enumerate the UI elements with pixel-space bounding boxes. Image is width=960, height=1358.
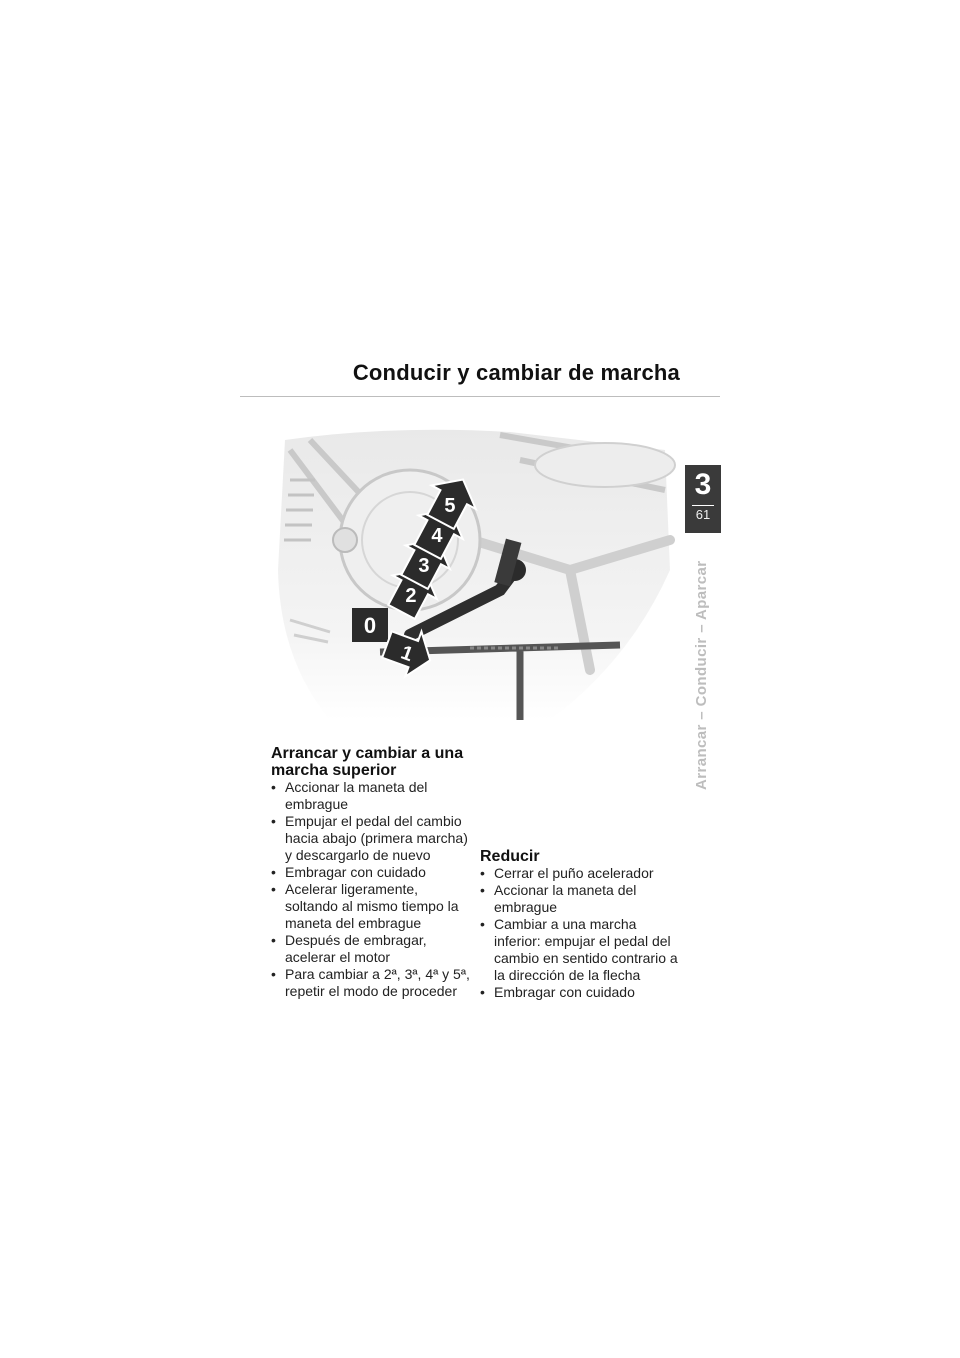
list-item: • Embragar con cuidado xyxy=(271,864,471,881)
list-item: • Empujar el pedal del cambio hacia abajo (primera marcha) y descargarlo de nuevo xyxy=(271,813,471,864)
list-item: • Accionar la maneta del embrague xyxy=(271,779,471,813)
motorcycle-gear-diagram xyxy=(270,420,680,725)
title-divider xyxy=(240,396,720,397)
gear-label-2: 2 xyxy=(405,585,417,608)
upshift-list xyxy=(271,779,471,1000)
tank-shape xyxy=(535,443,675,487)
list-item: • Para cambiar a 2ª, 3ª, 4ª y 5ª, repetir el modo de proceder xyxy=(271,966,471,1000)
gear-label-5: 5 xyxy=(444,495,456,518)
gear-label-1: 1 xyxy=(397,641,416,667)
gear-label-3: 3 xyxy=(418,555,430,578)
list-item: • Embragar con cuidado xyxy=(480,984,685,1001)
side-chapter-label: Arrancar – Conducir – Aparcar xyxy=(693,560,710,790)
gear-label-0: 0 xyxy=(363,613,377,638)
list-item: • Acelerar ligeramente, soltando al mismo tiempo la maneta del embrague xyxy=(271,881,471,932)
list-item: • Después de embragar, acelerar el motor xyxy=(271,932,471,966)
chapter-tab xyxy=(685,465,721,533)
gear-label-4: 4 xyxy=(431,525,443,548)
downshift-section xyxy=(480,848,685,1001)
upshift-section xyxy=(271,745,471,1000)
engine-bolt xyxy=(333,528,357,552)
upshift-heading: Arrancar y cambiar a una marcha superior xyxy=(271,745,464,779)
list-item: • Accionar la maneta del embrague xyxy=(480,882,685,916)
gear-shift-illustration xyxy=(270,420,680,725)
page-number: 61 xyxy=(695,507,711,522)
downshift-list xyxy=(480,865,685,1001)
downshift-heading: Reducir xyxy=(480,848,540,865)
list-item: • Cerrar el puño acelerador xyxy=(480,865,685,882)
page-title: Conducir y cambiar de marcha xyxy=(352,360,680,385)
chapter-number: 3 xyxy=(694,468,712,501)
list-item: • Cambiar a una marcha inferior: empujar el pedal del cambio en sentido contrario a la dirección de la flecha xyxy=(480,916,685,984)
